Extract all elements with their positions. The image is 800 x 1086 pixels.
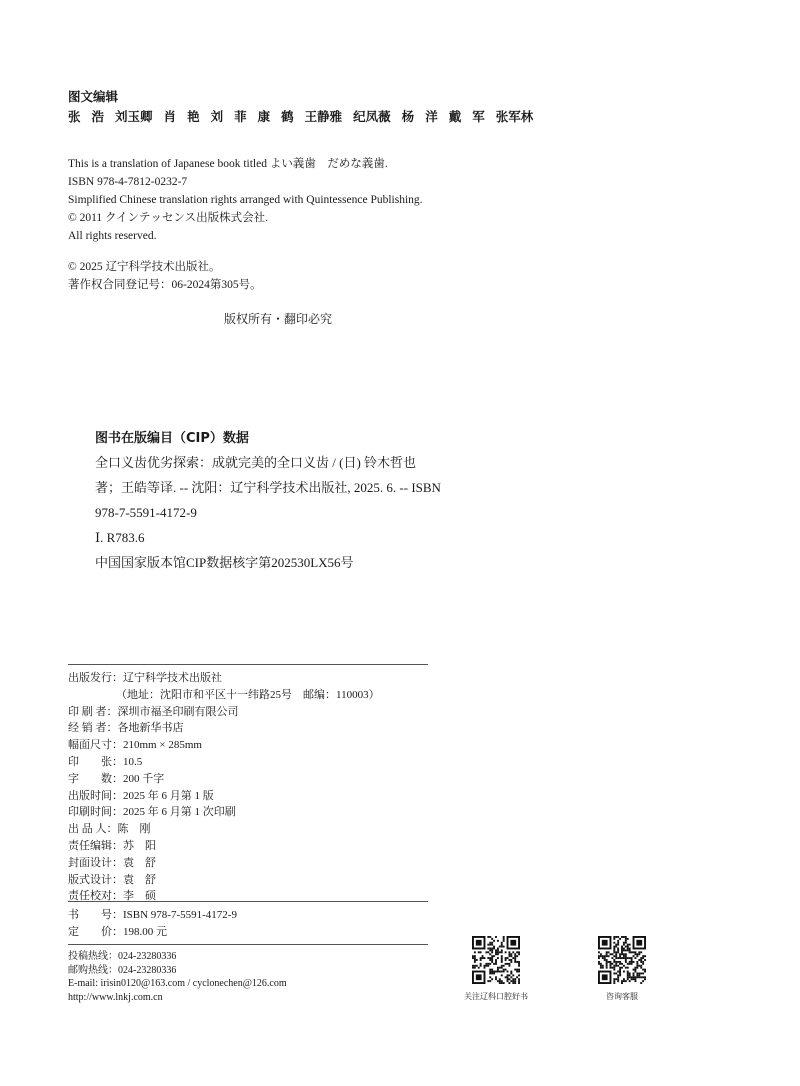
publish-info-row: [68, 704, 380, 721]
editors-list: [68, 107, 544, 125]
publish-info-value: 辽宁科学技术出版社: [123, 672, 222, 684]
cip-line: 全口义齿优劣探索：成就完美的全口义齿 / (日) 铃木哲也: [95, 455, 417, 470]
publish-info-row: [68, 888, 380, 905]
mail-order-hotline: 邮购热线：024-23280336: [68, 964, 177, 976]
publish-info-label: 经 销 者：: [68, 722, 118, 735]
publish-info-row: [68, 838, 380, 855]
publish-info-label: 幅面尺寸：: [68, 739, 123, 752]
publish-info-row: [68, 821, 380, 838]
publish-info-row: [68, 737, 380, 754]
publish-info-row: [68, 804, 380, 821]
publish-info-value: 各地新华书店: [117, 722, 184, 735]
publish-info-label: 出版发行：: [68, 672, 123, 684]
publish-info-label: 责任校对：: [68, 890, 123, 903]
publish-info-value: 深圳市福圣印刷有限公司: [117, 705, 239, 718]
rights-line: This is a translation of Japanese book titled よい義歯 だめな義歯.: [68, 158, 388, 170]
publish-info-label: 出版时间：: [68, 789, 123, 802]
publish-info-row: [68, 788, 380, 805]
publish-info-label: 出 品 人：: [68, 823, 118, 836]
qr-caption-service: 咨询客服: [606, 992, 638, 1001]
publish-info-row: [68, 754, 380, 771]
publish-info-value: 10.5: [123, 755, 143, 768]
copyright-line: © 2025 辽宁科学技术出版社。: [68, 261, 221, 273]
publish-info-value: 袁 舒: [123, 873, 156, 886]
contact-block: [68, 950, 287, 1004]
divider-bottom: [68, 944, 428, 945]
qr-code-icon[interactable]: [598, 936, 646, 984]
cip-line: 中国国家版本馆CIP数据核字第202530LX56号: [95, 555, 354, 570]
editor-name: 艳: [187, 109, 200, 124]
editor-name: 肖: [163, 109, 177, 124]
editor-name: 张: [68, 109, 81, 124]
publish-info-value: 210mm × 285mm: [123, 739, 202, 752]
editor-name: 杨: [401, 109, 415, 124]
editor-name: 王静雅: [304, 109, 343, 124]
editor-name: 张军林: [495, 109, 534, 124]
publish-info-value: （地址：沈阳市和平区十一纬路25号 邮编：110003）: [116, 688, 380, 701]
cip-line: 978-7-5591-4172-9: [95, 505, 197, 520]
book-info-value: 198.00 元: [123, 925, 167, 938]
publish-info-block: [68, 670, 380, 905]
cip-line: Ⅰ. R783.6: [95, 530, 145, 545]
rights-line: Simplified Chinese translation rights arranged with Quintessence Publishing.: [68, 194, 423, 206]
publish-info-row: [68, 872, 380, 889]
submission-hotline: 投稿热线：024-23280336: [68, 951, 177, 962]
website-line: http://www.lnkj.com.cn: [68, 991, 163, 1003]
book-info-row: [68, 924, 237, 941]
editors-heading: 图文编辑: [68, 89, 119, 104]
editor-name: 刘玉卿: [115, 109, 153, 124]
editor-name: 戴: [448, 109, 462, 124]
book-info-value: ISBN 978-7-5591-4172-9: [123, 909, 237, 921]
email-line: E-mail: irisin0120@163.com / cyclonechen@126.com: [68, 978, 287, 989]
publish-info-label: 责任编辑：: [68, 839, 123, 852]
publish-info-row: [68, 670, 380, 687]
editor-name: 浩: [91, 109, 105, 124]
translation-rights-block: [68, 155, 423, 245]
book-info-label: 书 号：: [68, 909, 123, 921]
publish-info-label: 印 张：: [68, 755, 123, 768]
publish-info-value: 2025 年 6 月第 1 版: [123, 789, 214, 802]
publish-info-label: 印刷时间：: [68, 806, 123, 819]
book-info-row: [68, 907, 237, 924]
book-info-label: 定 价：: [68, 925, 123, 938]
publish-info-value: 200 千字: [123, 772, 165, 785]
editor-name: 康: [257, 109, 271, 124]
cip-title: 图书在版编目（CIP）数据: [95, 431, 249, 446]
publish-info-label: 封面设计：: [68, 856, 123, 869]
qr-code-icon[interactable]: [472, 936, 520, 984]
editor-name: 军: [472, 109, 485, 124]
all-rights-reserved-zh: 版权所有・翻印必究: [224, 312, 333, 326]
editor-name: 纪凤薇: [353, 109, 391, 124]
publish-info-label: 版式设计：: [68, 873, 123, 886]
qr-caption-follow: 关注辽科口腔好书: [464, 992, 528, 1001]
rights-line: All rights reserved.: [68, 230, 157, 242]
publish-info-row: [68, 771, 380, 788]
publish-info-row: [68, 687, 380, 704]
publish-info-value: 2025 年 6 月第 1 次印刷: [123, 806, 236, 819]
publish-info-value: 苏 阳: [123, 839, 156, 852]
rights-line: ISBN 978-4-7812-0232-7: [68, 176, 188, 188]
book-info-block: [68, 907, 237, 941]
publish-info-row: [68, 720, 380, 737]
editor-name: 菲: [234, 109, 247, 124]
editor-name: 洋: [425, 109, 438, 124]
editor-name: 刘: [210, 109, 224, 124]
contract-registration-line: 著作权合同登记号：06-2024第305号。: [68, 279, 262, 291]
divider-top: [68, 664, 428, 665]
publish-info-value: 李 硕: [123, 890, 156, 903]
publish-info-row: [68, 855, 380, 872]
publish-info-label: 印 刷 者：: [68, 705, 118, 718]
cip-body: [95, 450, 441, 575]
copyright-2025-block: [68, 258, 262, 294]
publish-info-label: 字 数：: [68, 772, 123, 785]
publish-info-value: 陈 刚: [117, 823, 151, 836]
publish-info-value: 袁 舒: [123, 856, 156, 869]
editor-name: 鹤: [281, 109, 294, 124]
rights-line: © 2011 クインテッセンス出版株式会社.: [68, 212, 269, 224]
cip-line: 著；王皓等译. -- 沈阳：辽宁科学技术出版社, 2025. 6. -- ISBN: [95, 480, 441, 495]
